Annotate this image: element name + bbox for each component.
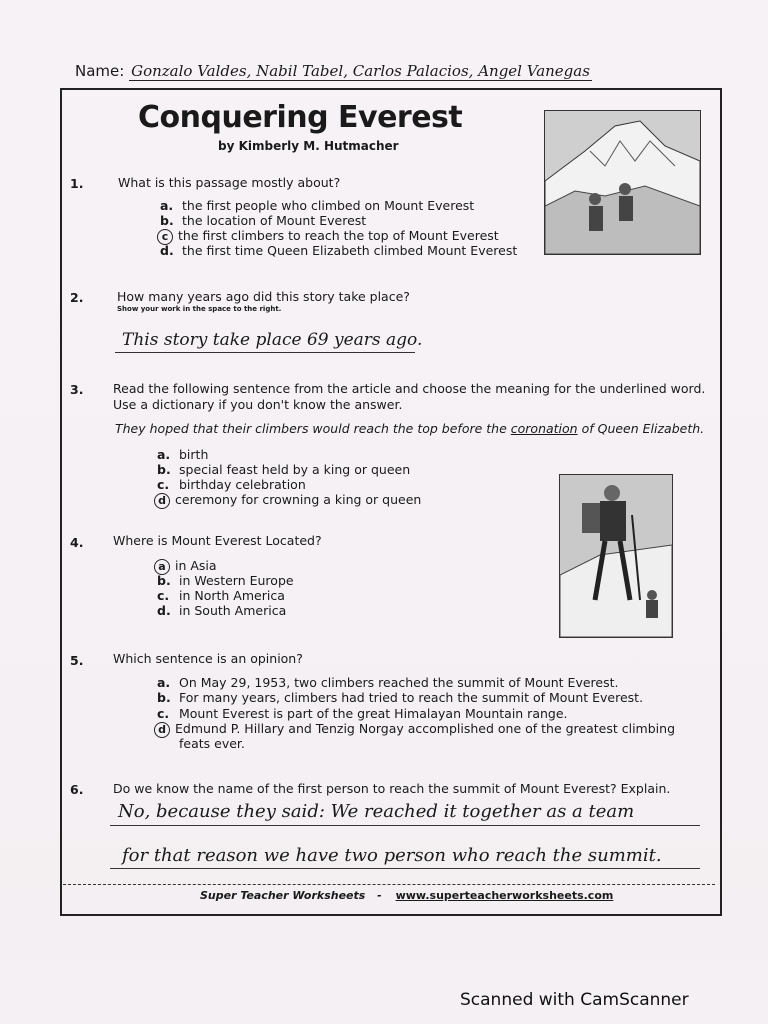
- q3-option-b[interactable]: b. special feast held by a king or queen: [157, 462, 411, 477]
- q6-answer-line1: No, because they said: We reached it together as a team: [118, 801, 635, 822]
- footer: [200, 889, 613, 902]
- worksheet-byline: by Kimberly M. Hutmacher: [218, 139, 399, 153]
- climber-illustration: [559, 474, 673, 638]
- q2-answer: This story take place 69 years ago.: [122, 330, 423, 350]
- q5-number: 5.: [70, 653, 84, 668]
- selected-circle-icon: a: [154, 559, 170, 575]
- q1-number: 1.: [70, 176, 84, 191]
- q3-option-d[interactable]: d ceremony for crowning a king or queen: [157, 492, 421, 509]
- q1-option-c[interactable]: c the first climbers to reach the top of Mount Everest: [160, 228, 499, 245]
- q5-option-d-continued: feats ever.: [179, 736, 245, 751]
- name-label: Name:: [75, 62, 125, 80]
- q4-text: Where is Mount Everest Located?: [113, 533, 322, 548]
- name-value: Gonzalo Valdes, Nabil Tabel, Carlos Palacios, Angel Vanegas: [131, 62, 590, 80]
- name-line: [75, 62, 592, 80]
- q1-option-a[interactable]: a. the first people who climbed on Mount Everest: [160, 198, 475, 213]
- q6-answer-rule1: [110, 825, 700, 826]
- q3-sentence: They hoped that their climbers would reach the top before the coronation of Queen Elizabeth.: [115, 421, 705, 436]
- camscanner-watermark: Scanned with CamScanner: [460, 990, 689, 1010]
- footer-url-link[interactable]: www.superteacherworksheets.com: [395, 889, 614, 902]
- q1-option-d[interactable]: d. the first time Queen Elizabeth climbed Mount Everest: [160, 243, 518, 258]
- q5-option-c[interactable]: c. Mount Everest is part of the great Himalayan Mountain range.: [157, 706, 568, 721]
- q4-option-d[interactable]: d. in South America: [157, 603, 287, 618]
- selected-circle-icon: d: [154, 722, 170, 738]
- q2-number: 2.: [70, 290, 84, 305]
- footer-separator: -: [377, 889, 382, 902]
- q5-text: Which sentence is an opinion?: [113, 651, 303, 666]
- footer-dashed-divider: [63, 884, 715, 885]
- q6-answer-line2: for that reason we have two person who reach the summit.: [122, 845, 662, 866]
- selected-circle-icon: c: [157, 229, 173, 245]
- q4-option-c[interactable]: c. in North America: [157, 588, 285, 603]
- q3-option-c[interactable]: c. birthday celebration: [157, 477, 306, 492]
- selected-circle-icon: d: [154, 493, 170, 509]
- q6-answer-rule2: [110, 868, 700, 869]
- q4-option-b[interactable]: b. in Western Europe: [157, 573, 294, 588]
- worksheet-title: Conquering Everest: [138, 100, 463, 135]
- q6-number: 6.: [70, 782, 84, 797]
- q3-text-line1: Read the following sentence from the article and choose the meaning for the underlined word.: [113, 381, 706, 396]
- q2-note: Show your work in the space to the right.: [117, 305, 282, 313]
- q1-option-b[interactable]: b. the location of Mount Everest: [160, 213, 367, 228]
- q2-answer-line: [115, 352, 415, 353]
- q6-text: Do we know the name of the first person to reach the summit of Mount Everest? Explain.: [113, 781, 671, 796]
- q1-text: What is this passage mostly about?: [118, 175, 341, 190]
- q4-option-a[interactable]: a in Asia: [157, 558, 217, 575]
- footer-brand: Super Teacher Worksheets: [200, 889, 366, 902]
- q5-option-b[interactable]: b. For many years, climbers had tried to reach the summit of Mount Everest.: [157, 690, 644, 705]
- q3-option-a[interactable]: a. birth: [157, 447, 209, 462]
- q3-text-line2: Use a dictionary if you don't know the answer.: [113, 397, 403, 412]
- mountain-climbers-illustration: [544, 110, 701, 255]
- q5-option-d[interactable]: d Edmund P. Hillary and Tenzig Norgay accomplished one of the greatest climbing: [157, 721, 675, 738]
- q4-number: 4.: [70, 535, 84, 550]
- q3-number: 3.: [70, 382, 84, 397]
- q2-text: How many years ago did this story take place?: [117, 289, 410, 304]
- q5-option-a[interactable]: a. On May 29, 1953, two climbers reached the summit of Mount Everest.: [157, 675, 619, 690]
